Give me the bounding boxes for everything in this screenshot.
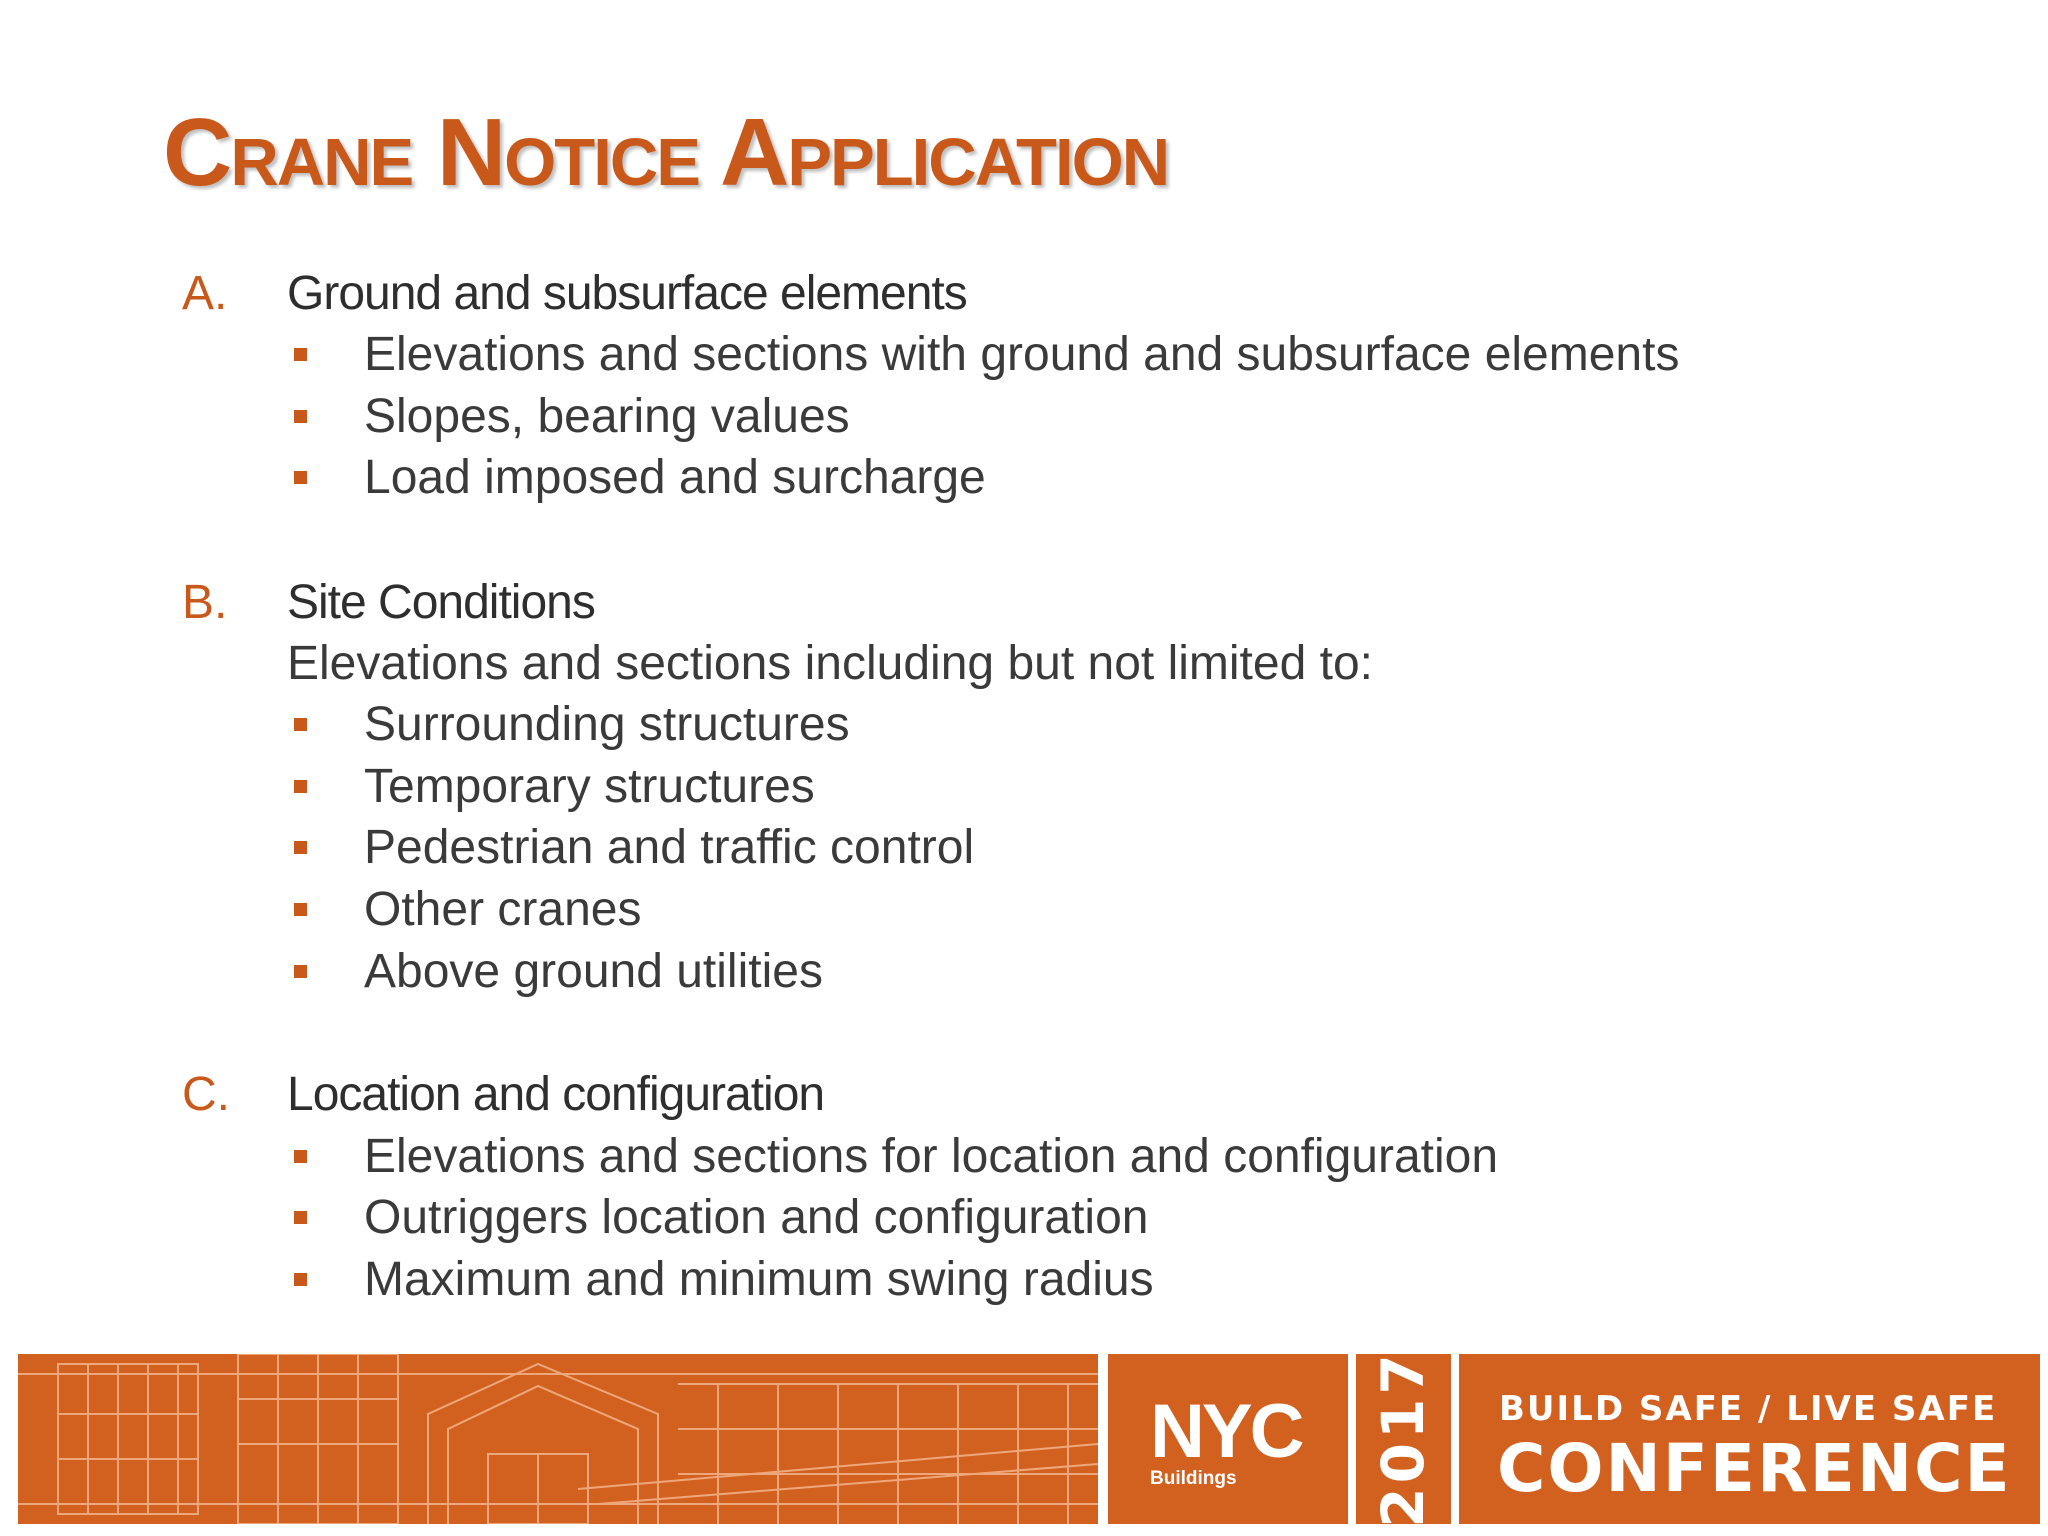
- list-item: Elevations and sections with ground and subsurface elements: [364, 328, 1680, 381]
- nyc-logo-text: NYC: [1150, 1389, 1302, 1474]
- bullet-marker: [294, 471, 307, 484]
- bullet-marker: [294, 965, 307, 978]
- conference-banner: [18, 1350, 2040, 1528]
- bullet-marker: [294, 1211, 307, 1224]
- slide-title: Crane Notice Application: [163, 99, 1169, 206]
- building-illustration: [18, 1354, 1098, 1524]
- building-line-art: [18, 1354, 1098, 1524]
- section-b-letter: B.: [182, 576, 228, 629]
- section-b-heading: Site Conditions: [287, 576, 595, 629]
- list-item: Surrounding structures: [364, 698, 850, 751]
- conference-title-panel: [1459, 1354, 2040, 1524]
- bullet-marker: [294, 780, 307, 793]
- section-b-intro: Elevations and sections including but not limited to:: [287, 637, 1373, 690]
- bullet-marker: [294, 1150, 307, 1163]
- nyc-logo-subtext: Buildings: [1150, 1468, 1237, 1489]
- bullet-marker: [294, 1273, 307, 1286]
- conference-year: 2017: [1369, 1350, 1437, 1528]
- list-item: Temporary structures: [364, 760, 815, 813]
- bullet-marker: [294, 841, 307, 854]
- list-item: Slopes, bearing values: [364, 390, 850, 443]
- conference-tagline: BUILD SAFE / LIVE SAFE: [1499, 1389, 1998, 1429]
- section-c-letter: C.: [182, 1068, 230, 1121]
- bullet-marker: [294, 718, 307, 731]
- nyc-buildings-logo: [1108, 1354, 1348, 1524]
- section-a-heading: Ground and subsurface elements: [287, 267, 967, 320]
- list-item: Load imposed and surcharge: [364, 451, 986, 504]
- year-panel: [1356, 1350, 1451, 1528]
- conference-name: CONFERENCE: [1497, 1430, 2012, 1507]
- section-c-heading: Location and configuration: [287, 1068, 825, 1121]
- list-item: Pedestrian and traffic control: [364, 821, 975, 874]
- bullet-marker: [294, 348, 307, 361]
- list-item: Maximum and minimum swing radius: [364, 1253, 1154, 1306]
- list-item: Other cranes: [364, 883, 642, 936]
- list-item: Outriggers location and configuration: [364, 1191, 1149, 1244]
- list-item: Elevations and sections for location and configuration: [364, 1130, 1499, 1183]
- bullet-marker: [294, 903, 307, 916]
- list-item: Above ground utilities: [364, 945, 823, 998]
- section-a-letter: A.: [182, 267, 228, 320]
- bullet-marker: [294, 410, 307, 423]
